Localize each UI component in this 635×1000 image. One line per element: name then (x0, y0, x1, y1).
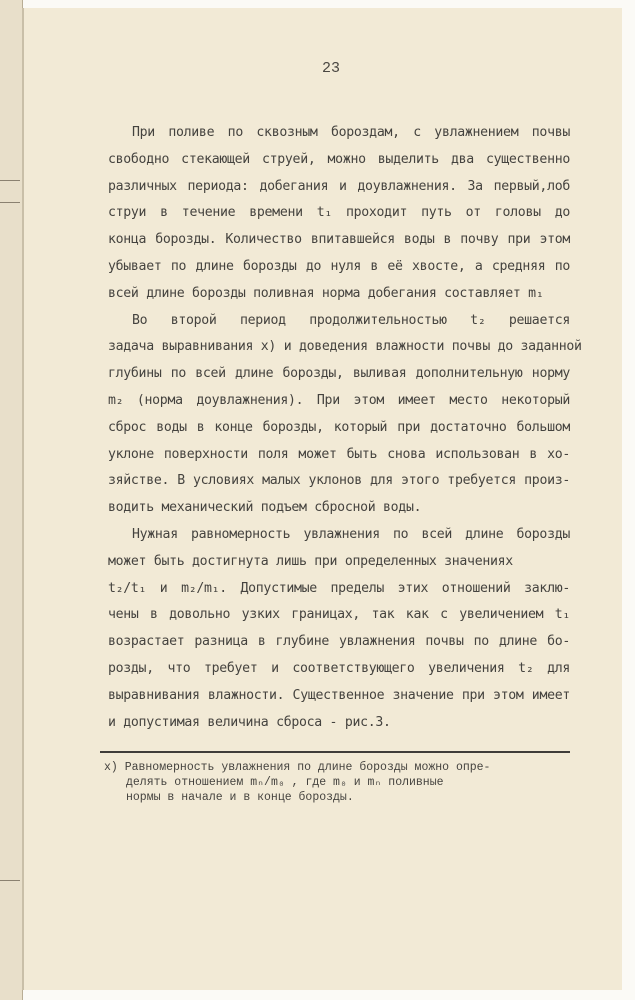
text-line: различных периода: добегания и доувлажнения. За первый,лоб (108, 178, 570, 194)
text-line: чены в довольно узких границах, так как с увеличением t₁ (108, 607, 570, 623)
text-line: глубины по всей длине борозды, выливая дополнительную норму (108, 366, 570, 382)
text-line: Во второй период продолжительностью t₂ решается (132, 312, 570, 328)
text-line: При поливе по сквозным бороздам, с увлажнением почвы (132, 125, 570, 140)
text-line: всей длине борозды поливная норма добегания составляет m₁ (108, 285, 544, 301)
text-line: выравнивания влажности. Существенное значение при этом имеет (108, 687, 570, 703)
text-line: конца борозды. Количество впитавшейся воды в почву при этом (108, 232, 570, 248)
text-line: убывает по длине борозды до нуля в её хвосте, а средняя по (108, 258, 570, 274)
page-number: 23 (322, 60, 341, 77)
binding-mark (0, 180, 20, 181)
text-line: розды, что требует и соответствующего увеличения t₂ для (108, 660, 570, 676)
footnote-line: делять отношением mₙ/m₀ , где m₀ и mₙ поливные (126, 776, 444, 789)
footnote-line: нормы в начале и в конце борозды. (126, 791, 354, 804)
text-line: может быть достигнута лишь при определенных значениях (108, 553, 513, 569)
text-line: сброс воды в конце борозды, который при достаточно большом (108, 419, 570, 435)
text-line: возрастает разница в глубине увлажнения почвы по длине бо- (108, 634, 570, 650)
binding-mark (0, 202, 20, 203)
text-line: водить механический подъем сбросной воды. (108, 500, 422, 516)
text-line: зяйстве. В условиях малых уклонов для этого требуется произ- (108, 473, 570, 489)
footnote-line: x) Равномерность увлажнения по длине борозды можно опре- (104, 761, 491, 774)
text-line: свободно стекающей струей, можно выделить два существенно (108, 151, 570, 167)
text-line: задача выравнивания x) и доведения влажности почвы до заданной (108, 339, 582, 355)
text-line: уклоне поверхности поля может быть снова использован в хо- (108, 446, 570, 462)
text-line: t₂/t₁ и m₂/m₁. Допустимые пределы этих отношений заклю- (108, 580, 570, 596)
body-text (108, 120, 582, 736)
text-line: струи в течение времени t₁ проходит путь от головы до (108, 205, 570, 221)
text-line: Нужная равномерность увлажнения по всей длине борозды (132, 526, 570, 542)
binding-edge (0, 0, 23, 1000)
text-line: и допустимая величина сброса - рис.3. (108, 714, 391, 730)
text-line: m₂ (норма доувлажнения). При этом имеет место некоторый (108, 392, 570, 408)
binding-mark (0, 880, 20, 881)
footnote-divider (100, 751, 570, 753)
footnote (104, 760, 570, 805)
